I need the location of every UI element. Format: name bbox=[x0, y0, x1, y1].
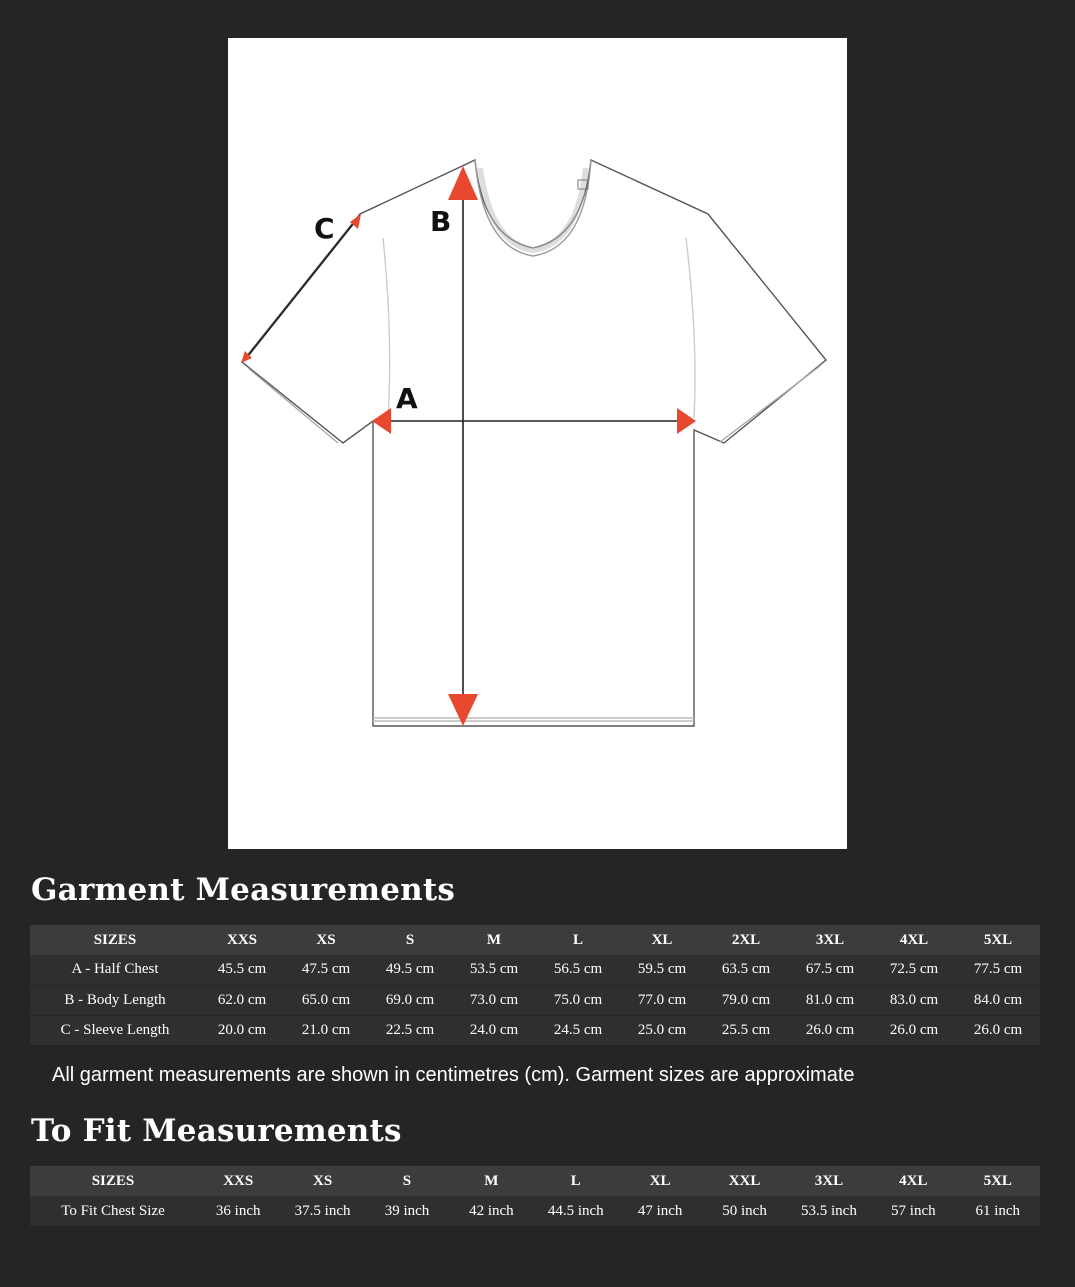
size-header: XS bbox=[316, 931, 336, 948]
table-cell: 61 inch bbox=[975, 1202, 1021, 1219]
size-header: S bbox=[405, 931, 415, 948]
collar-rib bbox=[480, 168, 586, 250]
size-header: XXL bbox=[728, 1172, 761, 1189]
table-cell: 26.0 cm bbox=[956, 1015, 1040, 1045]
sizes-header: SIZES bbox=[91, 1172, 135, 1189]
tofit-header-row bbox=[30, 1166, 1040, 1196]
label-b: B bbox=[430, 205, 452, 238]
size-header: XL bbox=[649, 1172, 671, 1189]
table-row bbox=[30, 1196, 1040, 1226]
table-cell: 77.5 cm bbox=[973, 961, 1023, 978]
table-cell: 73.0 cm bbox=[452, 985, 536, 1015]
table-cell: 79.0 cm bbox=[704, 985, 788, 1015]
table-cell: 25.5 cm bbox=[704, 1015, 788, 1045]
table-cell: 63.5 cm bbox=[721, 961, 771, 978]
table-cell: 50 inch bbox=[722, 1202, 767, 1219]
size-header: 3XL bbox=[815, 931, 845, 948]
table-cell: 49.5 cm bbox=[385, 961, 435, 978]
size-header: 3XL bbox=[814, 1172, 844, 1189]
size-header: XXS bbox=[223, 1172, 254, 1189]
table-cell: 53.5 cm bbox=[469, 961, 519, 978]
table-cell: 57 inch bbox=[891, 1202, 936, 1219]
table-cell: 44.5 inch bbox=[547, 1202, 604, 1219]
to-fit-measurements-table bbox=[30, 1166, 1040, 1226]
table-cell: 84.0 cm bbox=[956, 985, 1040, 1015]
arrowhead-a-right bbox=[677, 408, 696, 434]
arrowheads bbox=[241, 166, 696, 726]
row-label: A - Half Chest bbox=[71, 961, 159, 978]
line-c bbox=[248, 223, 354, 356]
table-cell: 24.5 cm bbox=[536, 1015, 620, 1045]
size-header: M bbox=[484, 1172, 499, 1189]
garment-note: All garment measurements are shown in centimetres (cm). Garment sizes are approximate bbox=[52, 1064, 855, 1086]
garment-measurements-table bbox=[30, 925, 1040, 1045]
tshirt-diagram-svg bbox=[228, 38, 847, 849]
size-header: XL bbox=[651, 931, 673, 948]
size-header: S bbox=[402, 1172, 412, 1189]
garment-body bbox=[30, 955, 1040, 1045]
to-fit-measurements-title: To Fit Measurements bbox=[31, 1113, 402, 1149]
table-cell: 67.5 cm bbox=[805, 961, 855, 978]
size-header: 4XL bbox=[899, 1172, 928, 1189]
size-header: XS bbox=[312, 1172, 333, 1189]
table-cell: 59.5 cm bbox=[637, 961, 687, 978]
tshirt-measurement-diagram bbox=[228, 38, 847, 849]
row-label: To Fit Chest Size bbox=[61, 1202, 165, 1219]
sizes-header: SIZES bbox=[93, 931, 137, 948]
size-header: 4XL bbox=[899, 931, 929, 948]
table-row bbox=[30, 1015, 1040, 1045]
table-cell: 20.0 cm bbox=[200, 1015, 284, 1045]
table-cell: 65.0 cm bbox=[284, 985, 368, 1015]
size-header: L bbox=[570, 1172, 581, 1189]
table-cell: 42 inch bbox=[469, 1202, 514, 1219]
garment-header-row bbox=[30, 925, 1040, 955]
table-row bbox=[30, 985, 1040, 1015]
garment-measurements-title: Garment Measurements bbox=[31, 872, 456, 908]
size-header: 5XL bbox=[983, 1172, 1012, 1189]
table-cell: 26.0 cm bbox=[788, 1015, 872, 1045]
table-cell: 21.0 cm bbox=[284, 1015, 368, 1045]
table-cell: 25.0 cm bbox=[620, 1015, 704, 1045]
table-cell: 83.0 cm bbox=[872, 985, 956, 1015]
table-cell: 72.5 cm bbox=[889, 961, 939, 978]
tofit-body bbox=[30, 1196, 1040, 1226]
size-header: L bbox=[572, 931, 583, 948]
table-cell: 75.0 cm bbox=[536, 985, 620, 1015]
row-label: B - Body Length bbox=[30, 985, 200, 1015]
table-cell: 47.5 cm bbox=[301, 961, 351, 978]
table-cell: 22.5 cm bbox=[368, 1015, 452, 1045]
table-cell: 36 inch bbox=[215, 1202, 261, 1219]
row-label: C - Sleeve Length bbox=[30, 1015, 200, 1045]
table-cell: 77.0 cm bbox=[620, 985, 704, 1015]
table-cell: 47 inch bbox=[637, 1202, 683, 1219]
table-cell: 26.0 cm bbox=[872, 1015, 956, 1045]
table-cell: 37.5 inch bbox=[294, 1202, 351, 1219]
table-cell: 69.0 cm bbox=[368, 985, 452, 1015]
arrowhead-a-left bbox=[372, 408, 391, 434]
table-cell: 81.0 cm bbox=[788, 985, 872, 1015]
table-cell: 53.5 inch bbox=[801, 1202, 857, 1219]
size-header: XXS bbox=[226, 931, 257, 948]
size-header: 2XL bbox=[731, 931, 761, 948]
size-header: 5XL bbox=[983, 931, 1013, 948]
table-cell: 45.5 cm bbox=[217, 961, 267, 978]
label-a: A bbox=[396, 382, 418, 415]
table-cell: 39 inch bbox=[384, 1202, 430, 1219]
measurement-lines bbox=[248, 188, 678, 710]
size-header: M bbox=[486, 931, 502, 948]
label-c: C bbox=[314, 212, 335, 245]
table-cell: 62.0 cm bbox=[200, 985, 284, 1015]
table-cell: 56.5 cm bbox=[553, 961, 603, 978]
table-row bbox=[30, 955, 1040, 985]
table-cell: 24.0 cm bbox=[452, 1015, 536, 1045]
